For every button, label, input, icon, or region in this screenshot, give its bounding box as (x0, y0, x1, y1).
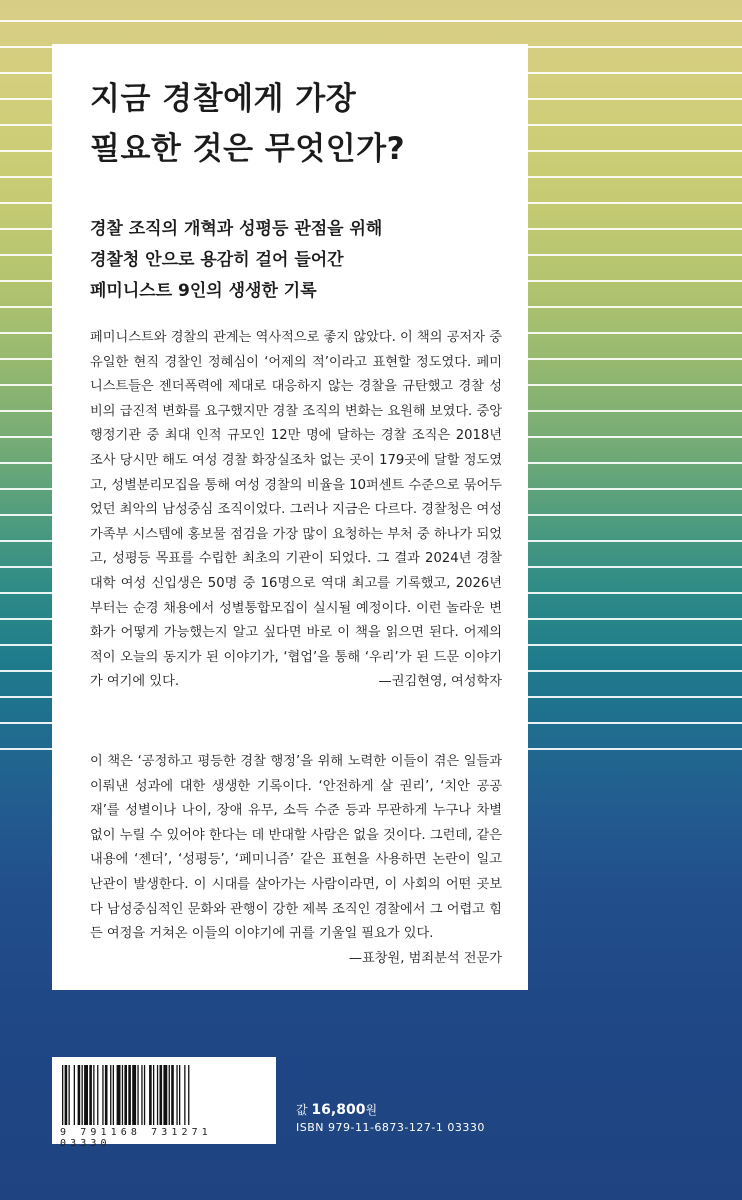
isbn: ISBN 979-11-6873-127-1 03330 (296, 1121, 485, 1134)
endorsement-attribution: —권김현영, 여성학자 (378, 674, 502, 690)
barcode-bar (141, 1065, 142, 1125)
barcode-bar (137, 1065, 138, 1125)
price-unit: 원 (365, 1103, 378, 1117)
barcode-bar (153, 1065, 154, 1125)
subheadline-line: 경찰청 안으로 용감히 걸어 들어간 (90, 250, 344, 270)
barcode-bar (176, 1065, 177, 1125)
barcode-bar (160, 1065, 163, 1125)
barcode-bar (113, 1065, 114, 1125)
barcode-bar (144, 1065, 145, 1125)
barcode-bar (149, 1065, 152, 1125)
barcode-bar (157, 1065, 158, 1125)
back-cover-text-panel (52, 44, 528, 990)
barcode-bar (102, 1065, 103, 1125)
barcode-bar (179, 1065, 180, 1125)
barcode-bar (84, 1065, 88, 1125)
barcode-bar (78, 1065, 81, 1125)
barcode-bar (69, 1065, 70, 1125)
barcode-bar (93, 1065, 94, 1125)
headline (90, 74, 405, 174)
barcode-bar (62, 1065, 63, 1125)
barcode-bar (105, 1065, 108, 1125)
barcode-bar (74, 1065, 75, 1125)
barcode-bar (97, 1065, 98, 1125)
barcode-bar (117, 1065, 121, 1125)
price (296, 1100, 377, 1120)
barcode-bar (184, 1065, 185, 1125)
barcode-bar (110, 1065, 111, 1125)
subheadline-line: 경찰 조직의 개혁과 성평등 관점을 위해 (90, 219, 383, 239)
endorsement-1 (90, 326, 502, 695)
barcode-bar (188, 1065, 189, 1125)
barcode-digits: 9 791168 731271 03330 (60, 1127, 212, 1149)
barcode-bar (163, 1065, 167, 1125)
barcode-bar (65, 1065, 68, 1125)
barcode-bar (82, 1065, 83, 1125)
barcode-bar (128, 1065, 131, 1125)
barcode-bar (124, 1065, 127, 1125)
barcode-bar (89, 1065, 92, 1125)
barcode-bar (122, 1065, 123, 1125)
endorsement-text: 페미니스트와 경찰의 관계는 역사적으로 좋지 않았다. 이 책의 공저자 중 유일한 현직 경찰인 정혜심이 ‘어제의 적’이라고 표현할 정도였다. 페미니스트들은 젠더폭력에 제대로 대응하지 않는 경찰을 규탄했고 경찰 성비의 급진적 변화를 요구했지만 경찰 조직의 변화는 요원해 보였다. 중앙행정기관 중 최대 인적 규모인 12만 명에 달하는 경찰 조직은 2018년 조사 당시만 해도 여성 경찰 화장실조차 없는 곳이 179곳에 달할 정도였고, 성별분리모집을 통해 여성 경찰의 비율을 10퍼센트 수준으로 묶어두었던 최악의 남성중심 조직이었다. 그러나 지금은 다르다. 경찰청은 여성가족부 시스템에 홍보물 점검을 가장 많이 요청하는 부처 중 하나가 되었고, 성평등 목표를 수립한 최초의 기관이 되었다. 그 결과 2024년 경찰대학 여성 신입생은 50명 중 16명으로 역대 최고를 기록했고, 2026년부터는 순경 채용에서 성별통합모집이 실시될 예정이다. 이런 놀라운 변화가 어떻게 가능했는지 알고 싶다면 바로 이 책을 읽으면 된다. 어제의 적이 오늘의 동지가 된 이야기가, ‘협업’을 통해 ‘우리’가 된 드문 이야기가 여기에 있다. (90, 330, 502, 690)
endorsement-attribution: —표창원, 범죄분석 전문가 (348, 950, 502, 966)
headline-line: 지금 경찰에게 가장 (90, 81, 357, 117)
subheadline (90, 214, 382, 307)
endorsement-2 (90, 750, 502, 971)
endorsement-text: 이 책은 ‘공정하고 평등한 경찰 행정’을 위해 노력한 이들이 겪은 일들과 이뤄낸 성과에 대한 생생한 기록이다. ‘안전하게 살 권리’, ‘치안 공공재’를 성별이나 나이, 장애 유무, 소득 수준 등과 무관하게 누구나 차별 없이 누릴 수 있어야 한다는 데 반대할 사람은 없을 것이다. 그런데, 같은 내용에 ‘젠더’, ‘성평등’, ‘페미니즘’ 같은 표현을 사용하면 논란이 일고 난관이 발생한다. 이 시대를 살아가는 사람이라면, 이 사회의 어떤 곳보다 남성중심적인 문화와 관행이 강한 제복 조직인 경찰에서 그 어렵고 힘든 여정을 거쳐온 이들의 이야기에 귀를 기울일 필요가 있다. (90, 754, 502, 942)
barcode (52, 1057, 276, 1149)
headline-line: 필요한 것은 무엇인가? (90, 131, 406, 167)
barcode-bars (62, 1065, 268, 1125)
background-stripe (0, 20, 742, 22)
barcode-bar (169, 1065, 170, 1125)
barcode-bar (171, 1065, 174, 1125)
subheadline-line: 페미니스트 9인의 생생한 기록 (90, 281, 317, 301)
price-label: 값 (296, 1103, 308, 1117)
barcode-bar (132, 1065, 136, 1125)
price-amount: 16,800 (311, 1102, 366, 1118)
